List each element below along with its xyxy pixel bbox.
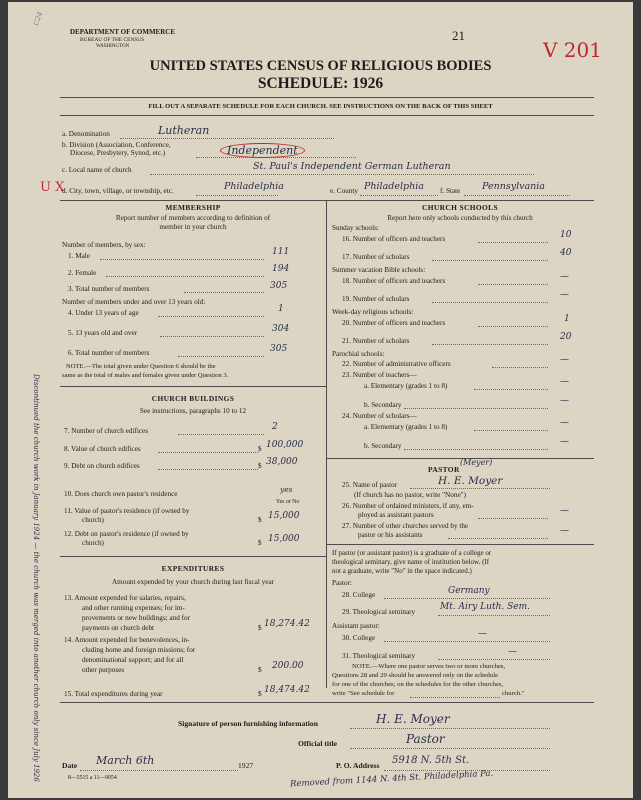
q27-line-1: 27. Number of other churches served by the: [342, 522, 469, 530]
department-label: DEPARTMENT OF COMMERCE: [70, 28, 176, 36]
q2-label: 2. Female: [68, 269, 97, 277]
q28-label: 28. College: [342, 591, 376, 599]
expenditures-sub: Amount expended by your church during last fiscal year: [111, 578, 275, 586]
q30-value: —: [478, 629, 487, 639]
pastor-note-4b: church.": [502, 690, 525, 697]
q14-line-2: cluding home and foreign missions; for: [82, 646, 196, 654]
q24b-label: b. Secondary: [364, 442, 402, 450]
q25-value: H. E. Moyer: [438, 475, 503, 487]
q13-line-1: 13. Amount expended for salaries, repairs,: [64, 594, 186, 602]
q3-value: 305: [270, 281, 288, 291]
q2-value: 194: [272, 264, 290, 274]
q5-value: 304: [272, 324, 290, 334]
q25-note: (If church has no pastor, write "None"): [354, 491, 466, 499]
removed-note: Removed from 1144 N. 4th St. Philadelphia Pa.: [289, 768, 494, 790]
q9-value: 38,000: [266, 457, 298, 467]
q24a-value: —: [560, 418, 569, 428]
signature-value: H. E. Moyer: [376, 712, 450, 726]
schools-heading: CHURCH SCHOOLS: [421, 203, 499, 212]
q18-label: 18. Number of officers and teachers: [342, 277, 446, 285]
q12-value: 15,000: [268, 534, 300, 544]
q25-label: 25. Name of pastor: [342, 481, 398, 489]
q13-value: 18,274.42: [264, 619, 310, 629]
schools-sub: Report here only schools conducted by this church: [387, 214, 533, 222]
sunday-schools-label: Sunday schools:: [332, 224, 379, 232]
weekday-schools-label: Week-day religious schools:: [332, 308, 414, 316]
q11-label-1: 11. Value of pastor's residence (if owned by: [64, 507, 190, 515]
q8-dollar: $: [258, 445, 262, 453]
q27-value: —: [560, 526, 569, 536]
pastor-heading-note: (Meyer): [460, 458, 493, 467]
q4-label: 4. Under 13 years of age: [68, 309, 139, 317]
q14-dollar: $: [258, 666, 262, 674]
q15-dollar: $: [258, 690, 262, 698]
q8-label: 8. Value of church edifices: [64, 445, 141, 453]
city-label: d. City, town, village, or township, etc.: [62, 187, 174, 195]
q23b-label: b. Secondary: [364, 401, 402, 409]
q11-label-2: church): [82, 516, 104, 524]
q28-value: Germany: [448, 586, 490, 596]
q27-line-2: pastor or his assistants: [358, 531, 423, 539]
pastor-sub-label: Pastor:: [332, 579, 352, 587]
q17-label: 17. Number of scholars: [342, 253, 410, 261]
q26-line-2: ployed as assistant pastors: [358, 511, 434, 519]
q12-dollar: $: [258, 539, 262, 547]
q10-value: yes: [280, 485, 293, 494]
form-number: 8—5515 a 11—9054: [68, 775, 117, 781]
q12-label-2: church): [82, 539, 104, 547]
official-title-label: Official title: [298, 739, 338, 748]
q26-line-1: 26. Number of ordained ministers, if any, em-: [342, 502, 474, 510]
membership-heading: MEMBERSHIP: [165, 203, 221, 212]
denomination-label: a. Denomination: [62, 130, 110, 138]
margin-marks: U X: [40, 180, 65, 195]
q6-value: 305: [270, 344, 288, 354]
q14-line-4: other purposes: [82, 666, 125, 674]
q5-label: 5. 13 years old and over: [68, 329, 138, 337]
q7-label: 7. Number of church edifices: [64, 427, 149, 435]
q17-value: 40: [560, 248, 572, 258]
signature-label: Signature of person furnishing information: [178, 719, 318, 728]
graduate-instruction-1: If pastor (or assistant pastor) is a graduate of a college or: [332, 549, 492, 557]
q11-value: 15,000: [268, 511, 300, 521]
graduate-instruction-3: not a graduate, write "No" in the space indicated.): [332, 567, 472, 575]
denomination-value: Lutheran: [158, 124, 210, 137]
po-address-label: P. O. Address: [336, 761, 380, 770]
county-value: Philadelphia: [364, 181, 424, 192]
q24a-label: a. Elementary (grades 1 to 8): [364, 423, 448, 431]
q9-label: 9. Debt on church edifices: [64, 462, 140, 470]
q4-value: 1: [278, 304, 284, 314]
q23a-value: —: [560, 377, 569, 387]
po-address-value: 5918 N. 5th St.: [392, 755, 470, 766]
instruction-line: FILL OUT A SEPARATE SCHEDULE FOR EACH CHURCH. SEE INSTRUCTIONS ON THE BACK OF THIS SHEET: [148, 103, 493, 110]
pastor-note-2: Questions 28 and 29 should be answered only on the schedule: [332, 672, 499, 679]
q23a-label: a. Elementary (grades 1 to 8): [364, 382, 448, 390]
washington-label: WASHINGTON: [96, 44, 130, 49]
q31-label: 31. Theological seminary: [342, 652, 416, 660]
age-split-label: Number of members under and over 13 years old:: [62, 298, 206, 306]
expenditures-heading: EXPENDITURES: [161, 564, 225, 573]
pastor-note-1: NOTE.—Where one pastor serves two or more churches,: [352, 663, 506, 670]
q9-dollar: $: [258, 462, 262, 470]
date-value: March 6th: [96, 754, 155, 767]
date-label: Date: [62, 761, 78, 770]
county-label: e. County: [330, 187, 358, 195]
q15-label: 15. Total expenditures during year: [64, 690, 163, 698]
q3-label: 3. Total number of members: [68, 285, 150, 293]
q13-dollar: $: [258, 624, 262, 632]
membership-sub-1: Report number of members according to definition of: [115, 214, 271, 222]
q20-label: 20. Number of officers and teachers: [342, 319, 446, 327]
division-label-2: Diocese, Presbytery, Synod, etc.): [70, 149, 166, 157]
q1-value: 111: [272, 247, 290, 257]
q31-value: —: [508, 647, 517, 657]
q14-value: 200.00: [272, 661, 304, 671]
q23-label: 23. Number of teachers—: [342, 371, 417, 379]
q11-dollar: $: [258, 516, 262, 524]
state-value: Pennsylvania: [482, 181, 545, 192]
state-label: f. State: [440, 187, 461, 195]
q24b-value: —: [560, 437, 569, 447]
red-check-mark: V 201: [543, 38, 602, 62]
q16-label: 16. Number of officers and teachers: [342, 235, 446, 243]
q23b-value: —: [560, 396, 569, 406]
local-name-value: St. Paul's Independent German Lutheran: [253, 161, 451, 172]
pastor-note-3: for one of the churches; on the schedules for the other churches,: [332, 681, 504, 688]
q19-value: —: [560, 290, 569, 300]
pastor-heading: PASTOR: [428, 465, 460, 474]
q6-label: 6. Total number of members: [68, 349, 150, 357]
schedule-number: 21: [452, 28, 465, 43]
membership-note-2: same as the total of males and females given under Question 3.: [62, 372, 229, 379]
form-title: UNITED STATES CENSUS OF RELIGIOUS BODIES: [149, 58, 492, 74]
q13-line-4: payments on church debt: [82, 624, 155, 632]
buildings-heading: CHURCH BUILDINGS: [151, 394, 235, 403]
q10-label: 10. Does church own pastor's residence: [64, 490, 178, 498]
local-name-label: c. Local name of church: [62, 166, 132, 174]
summer-schools-label: Summer vacation Bible schools:: [332, 266, 426, 274]
side-handwritten-note: Discontinued the church work in January 1924 — the church was merged into another church only since July 1926: [32, 374, 40, 782]
q21-value: 20: [560, 332, 572, 342]
q24-label: 24. Number of scholars—: [342, 412, 417, 420]
official-title-value: Pastor: [406, 732, 445, 746]
division-value: Independent: [220, 143, 305, 158]
yes-no-hint: Yes or No: [276, 499, 300, 505]
q15-value: 18,474.42: [264, 685, 310, 695]
q18-value: —: [560, 272, 569, 282]
q26-value: —: [560, 506, 569, 516]
q22-value: —: [560, 355, 569, 365]
parochial-schools-label: Parochial schools:: [332, 350, 385, 358]
q14-line-3: denominational support; and for all: [82, 656, 184, 664]
q1-label: 1. Male: [68, 252, 90, 260]
pastor-note-4: write "See schedule for: [332, 690, 395, 697]
city-value: Philadelphia: [224, 181, 284, 192]
q20-value: 1: [564, 314, 570, 324]
division-label-1: b. Division (Association, Conference,: [62, 141, 171, 149]
assistant-pastor-label: Assistant pastor:: [332, 622, 380, 630]
q30-label: 30. College: [342, 634, 376, 642]
q22-label: 22. Number of administrative officers: [342, 360, 451, 368]
q19-label: 19. Number of scholars: [342, 295, 410, 303]
by-sex-label: Number of members, by sex:: [62, 241, 146, 249]
bureau-label: BUREAU OF THE CENSUS: [80, 37, 145, 43]
membership-note-1: NOTE.—The total given under Question 6 should be the: [66, 363, 216, 370]
date-year: 1927: [238, 761, 254, 770]
graduate-instruction-2: theological seminary, give name of institution below. (If: [332, 558, 490, 566]
q13-line-3: provements or new buildings; and for: [82, 614, 190, 622]
buildings-sub: See instructions, paragraphs 10 to 12: [139, 407, 247, 415]
q29-label: 29. Theological seminary: [342, 608, 416, 616]
q14-line-1: 14. Amount expended for benevolences, in-: [64, 636, 190, 644]
q21-label: 21. Number of scholars: [342, 337, 410, 345]
form-subtitle: SCHEDULE: 1926: [257, 75, 384, 92]
census-schedule-page: [8, 2, 633, 798]
q12-label-1: 12. Debt on pastor's residence (if owned by: [64, 530, 189, 538]
q13-line-2: and other running expenses; for im-: [82, 604, 185, 612]
q7-value: 2: [272, 422, 278, 432]
membership-sub-2: member in your church: [159, 223, 227, 231]
q8-value: 100,000: [266, 440, 304, 450]
stamp-left: C24: [32, 10, 45, 27]
q16-value: 10: [560, 230, 572, 240]
q29-value: Mt. Airy Luth. Sem.: [440, 602, 530, 612]
